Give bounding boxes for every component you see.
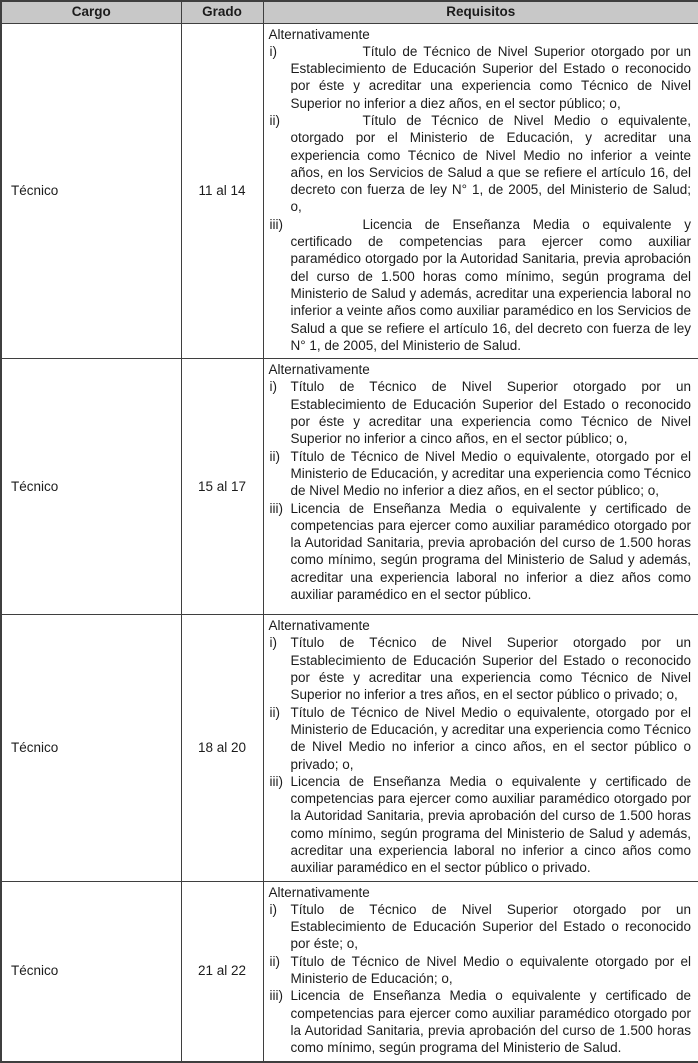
item-text: Título de Técnico de Nivel Medio o equivalente, otorgado por el Ministerio de Educación, y acreditar una experiencia como Técnico de Nivel Medio no inferior a cinco años, en el sector público o privado; o,: [290, 704, 691, 772]
table-row: [1, 359, 698, 615]
item-text: Licencia de Enseñanza Media o equivalente y certificado de competencias para ejercer como auxiliar paramédico otorgado por la Autoridad Sanitaria, previa aprobación del curso de 1.500 horas como mínimo, según programa del Ministerio de Salud y además, acreditar una experiencia laboral no inferior a diez años como auxiliar paramédico en el sector público.: [290, 500, 691, 602]
requisito-item: [269, 448, 692, 500]
item-marker: i): [269, 635, 277, 651]
requisitos-cell: [263, 615, 698, 881]
requisito-item: [269, 901, 692, 953]
cargo-cell: Técnico: [1, 881, 181, 1061]
cargo-cell: Técnico: [1, 359, 181, 615]
requisitos-intro: Alternativamente: [268, 618, 370, 634]
item-text: Título de Técnico de Nivel Medio o equivalente otorgado por el Ministerio de Educación; o,: [290, 953, 691, 987]
requisito-item: [269, 987, 692, 1056]
item-marker: ii): [269, 953, 280, 969]
item-marker: i): [269, 901, 277, 917]
item-marker: i): [269, 43, 277, 59]
item-text: Título de Técnico de Nivel Medio o equivalente, otorgado por el Ministerio de Educación, y acreditar una experiencia como Técnico de Nivel Medio no inferior a diez años, en el sector público; o,: [290, 448, 691, 499]
requisitos-intro: Alternativamente: [268, 884, 370, 900]
requisito-item: [269, 43, 692, 112]
requisitos-cell: [263, 881, 698, 1061]
item-marker: iii): [269, 216, 283, 232]
requisito-item: [269, 500, 692, 604]
table-header-row: [1, 1, 698, 23]
requisitos-cell: [263, 23, 698, 359]
grado-cell: 18 al 20: [181, 615, 263, 881]
table-row: [1, 881, 698, 1061]
cargo-cell: Técnico: [1, 23, 181, 359]
item-text: Título de Técnico de Nivel Superior otorgado por un Establecimiento de Educación Superior del Estado o reconocido por éste y acreditar una experiencia como Técnico de Nivel Superior no inferior a cinco años, en el sector público; o,: [290, 379, 691, 447]
item-marker: ii): [269, 112, 280, 128]
requisito-item: [269, 216, 692, 354]
item-marker: i): [269, 379, 277, 395]
requisito-item: [269, 112, 692, 216]
requisito-item: [269, 634, 692, 703]
requisitos-cell: [263, 359, 698, 615]
item-text: Título de Técnico de Nivel Superior otorgado por un Establecimiento de Educación Superior del Estado o reconocido por éste y acreditar una experiencia como Técnico de Nivel Superior no inferior a tres años, en el sector público o privado; o,: [290, 635, 691, 703]
requisito-item: [269, 953, 692, 988]
requisitos-intro: Alternativamente: [268, 26, 370, 42]
cargo-cell: Técnico: [1, 615, 181, 881]
table-row: [1, 615, 698, 881]
column-header-grado: Grado: [181, 1, 263, 23]
table-row: [1, 23, 698, 359]
requisitos-intro: Alternativamente: [268, 362, 370, 378]
item-text: Licencia de Enseñanza Media o equivalente y certificado de competencias para ejercer como auxiliar paramédico otorgado por la Autoridad Sanitaria, previa aprobación del curso de 1.500 horas como mínimo, según programa del Ministerio de Salud y además, acreditar una experiencia laboral no inferior a veinte años como auxiliar paramédico en los Servicios de Salud a que se refiere el artículo 16, del decreto con fuerza de ley N° 1, de 2005, del Ministerio de Salud.: [290, 216, 691, 353]
item-text: Título de Técnico de Nivel Medio o equivalente, otorgado por el Ministerio de Educación, y acreditar una experiencia como Técnico de Nivel Medio no inferior a veinte años, en los Servicios de Salud a que se refiere el artículo 16, del decreto con fuerza de ley N° 1, de 2005, del Ministerio de Salud; o,: [290, 112, 691, 215]
item-text: Licencia de Enseñanza Media o equivalente y certificado de competencias para ejercer como auxiliar paramédico otorgado por la Autoridad Sanitaria, previa aprobación del curso de 1.500 horas como mínimo, según programa del Ministerio de Salud.: [290, 988, 691, 1056]
requisito-item: [269, 704, 692, 773]
item-marker: iii): [269, 773, 283, 789]
grado-cell: 21 al 22: [181, 881, 263, 1061]
column-header-requisitos: Requisitos: [263, 1, 698, 23]
item-marker: ii): [269, 448, 280, 464]
item-marker: iii): [269, 500, 283, 516]
item-text: Título de Técnico de Nivel Superior otorgado por un Establecimiento de Educación Superior del Estado o reconocido por éste; o,: [290, 901, 691, 952]
item-text: Licencia de Enseñanza Media o equivalente y certificado de competencias para ejercer como auxiliar paramédico otorgado por la Autoridad Sanitaria, previa aprobación del curso de 1.500 horas como mínimo, según programa del Ministerio de Salud y además, acreditar una experiencia laboral no inferior a cinco años como auxiliar paramédico en el sector público o privado.: [290, 773, 691, 876]
item-text: Título de Técnico de Nivel Superior otorgado por un Establecimiento de Educación Superior del Estado o reconocido por éste y acreditar una experiencia como Técnico de Nivel Superior no inferior a diez años, en el sector público; o,: [290, 43, 691, 111]
column-header-cargo: Cargo: [1, 1, 181, 23]
requisito-item: [269, 378, 692, 447]
grado-cell: 15 al 17: [181, 359, 263, 615]
grado-cell: 11 al 14: [181, 23, 263, 359]
item-marker: iii): [269, 988, 283, 1004]
requisito-item: [269, 773, 692, 877]
item-marker: ii): [269, 704, 280, 720]
